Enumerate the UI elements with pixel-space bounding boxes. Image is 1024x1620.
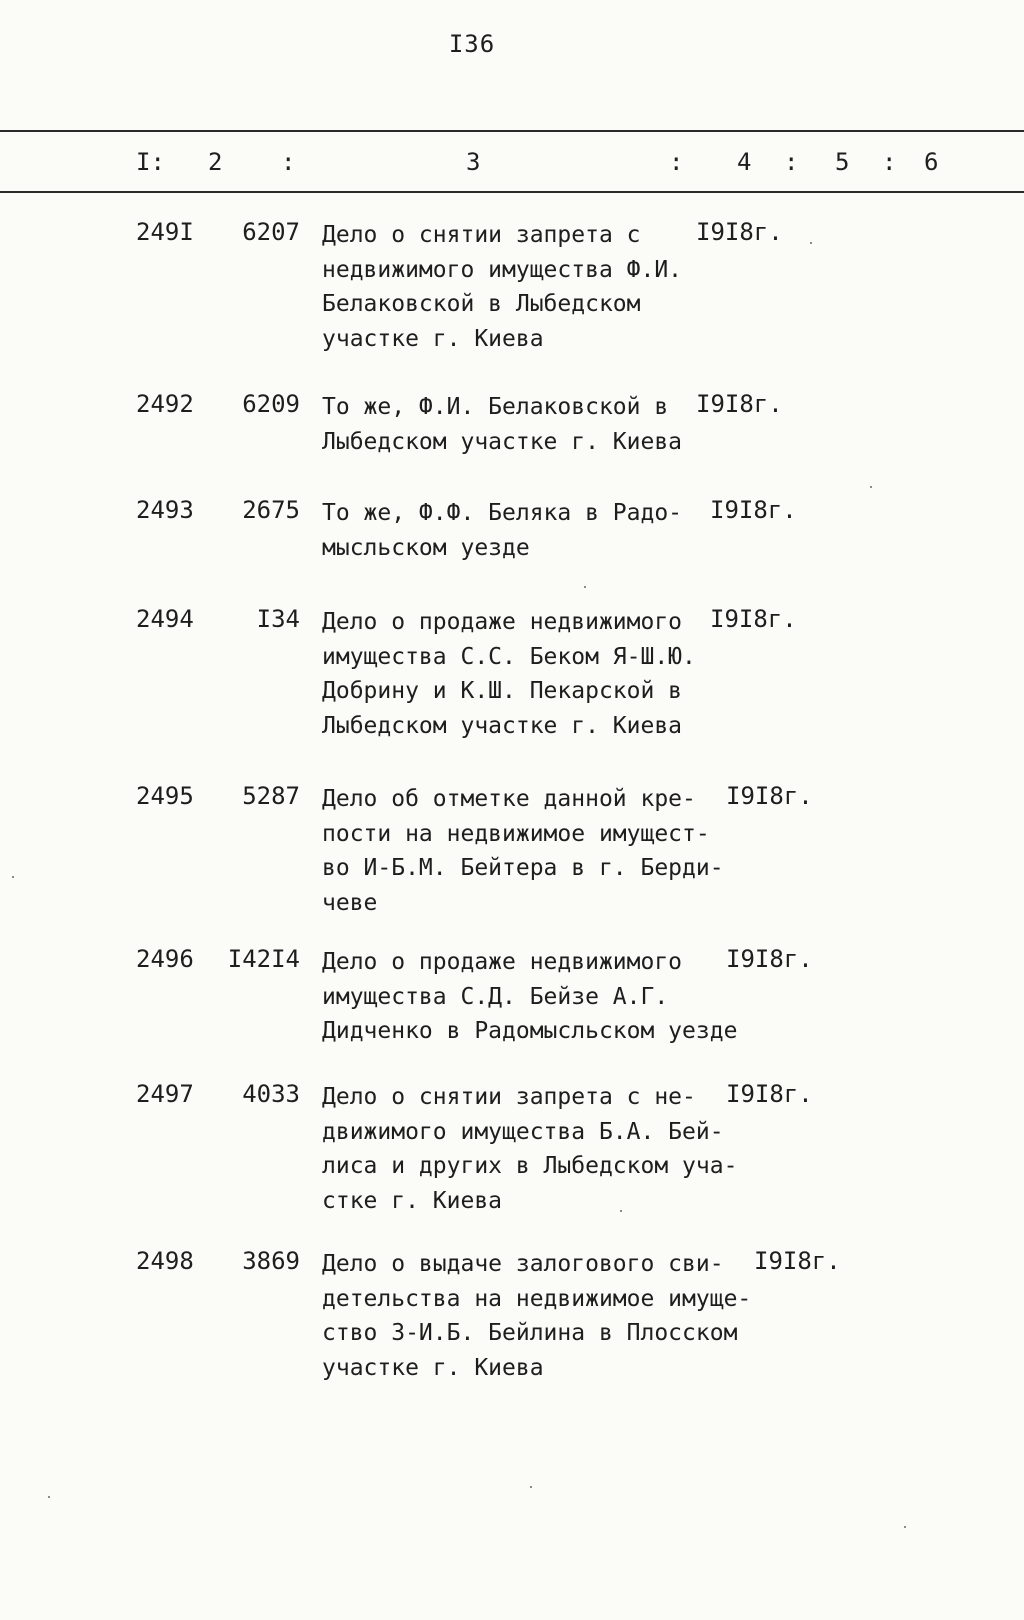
- scan-speck: [904, 1526, 906, 1528]
- record-number: 249I: [136, 218, 194, 246]
- record-number: 2495: [136, 782, 194, 810]
- record-description: Дело о выдаче залогового сви- детельства на недвижимое имуще- ство З-И.Б. Бейлина в Плосском участке г. Киева: [322, 1251, 752, 1381]
- record-number: 2494: [136, 605, 194, 633]
- record-description: Дело о снятии запрета с недвижимого имущества Ф.И. Белаковской в Лыбедском участке г. Киева: [322, 222, 683, 352]
- scan-speck: [870, 486, 872, 488]
- column-separator: :: [784, 148, 799, 176]
- record-number: 2496: [136, 945, 194, 973]
- table-header-rule: [0, 191, 1024, 193]
- record-number: 2493: [136, 496, 194, 524]
- record-description: То же, Ф.Ф. Беляка в Радо- мысльском уезде: [322, 500, 683, 561]
- scan-speck: [810, 242, 812, 244]
- file-number: I34: [256, 605, 300, 633]
- record-year: I9I8г.: [696, 390, 783, 418]
- table-top-rule: [0, 130, 1024, 132]
- record-number: 2492: [136, 390, 194, 418]
- file-number: I42I4: [227, 945, 300, 973]
- record-number: 2497: [136, 1080, 194, 1108]
- record-description: Дело о продаже недвижимого имущества С.С. Беком Я-Ш.Ю. Добрину и К.Ш. Пекарской в Лыбедском участке г. Киева: [322, 609, 696, 739]
- column-header-6: 6: [924, 148, 939, 176]
- column-header-3: 3: [466, 148, 481, 176]
- column-separator: :: [669, 148, 684, 176]
- record-description: То же, Ф.И. Белаковской в Лыбедском участке г. Киева: [322, 394, 683, 455]
- column-separator: :: [882, 148, 897, 176]
- scan-speck: [530, 1486, 532, 1488]
- scan-speck: [12, 876, 14, 878]
- file-number: 6207: [242, 218, 300, 246]
- record-year: I9I8г.: [726, 945, 813, 973]
- record-description: Дело об отметке данной кре- пости на недвижимое имущест- во И-Б.М. Бейтера в г. Берди- чеве: [322, 786, 724, 916]
- scan-speck: [620, 1210, 622, 1212]
- record-description: Дело о продаже недвижимого имущества С.Д. Бейзе А.Г. Дидченко в Радомысльском уезде: [322, 949, 738, 1044]
- record-year: I9I8г.: [710, 496, 797, 524]
- record-year: I9I8г.: [696, 218, 783, 246]
- file-number: 2675: [242, 496, 300, 524]
- file-number: 6209: [242, 390, 300, 418]
- column-header-1: I:: [136, 148, 165, 176]
- record-year: I9I8г.: [726, 782, 813, 810]
- record-year: I9I8г.: [726, 1080, 813, 1108]
- record-number: 2498: [136, 1247, 194, 1275]
- record-year: I9I8г.: [710, 605, 797, 633]
- record-description: Дело о снятии запрета с не- движимого имущества Б.А. Бей- лиса и других в Лыбедском уча- стке г. Киева: [322, 1084, 738, 1214]
- column-separator: :: [281, 148, 296, 176]
- column-header-2: 2: [208, 148, 223, 176]
- record-year: I9I8г.: [754, 1247, 841, 1275]
- file-number: 3869: [242, 1247, 300, 1275]
- page-number: I36: [448, 30, 496, 58]
- scan-speck: [584, 586, 586, 588]
- file-number: 5287: [242, 782, 300, 810]
- file-number: 4033: [242, 1080, 300, 1108]
- column-header-4: 4: [737, 148, 752, 176]
- scan-speck: [48, 1496, 50, 1498]
- column-header-5: 5: [835, 148, 850, 176]
